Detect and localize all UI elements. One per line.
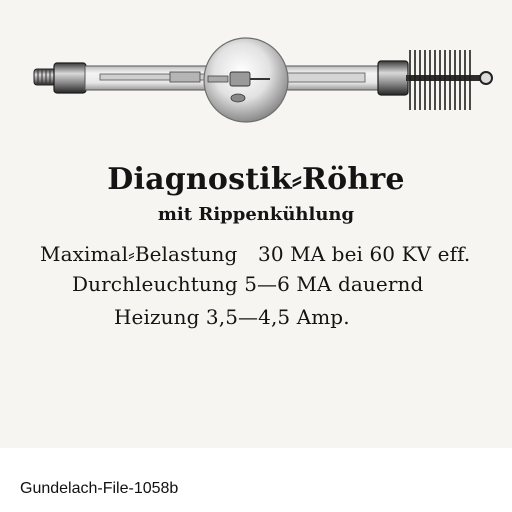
spec-line-heating: Heizung 3,5—4,5 Amp. (114, 305, 350, 329)
cooling-rod (406, 75, 480, 81)
file-caption: Gundelach-File-1058b (20, 480, 179, 497)
spec-label: Maximal⸗Belastung (40, 242, 238, 266)
spec-value: 30 MA bei 60 KV eff. (258, 242, 471, 266)
spec-line-max-load (40, 242, 471, 267)
x-ray-tube-icon (0, 0, 512, 150)
end-knob (480, 72, 492, 84)
spec-line-fluoroscopy: Durchleuchtung 5—6 MA dauernd (72, 272, 424, 296)
subtitle: mit Rippenkühlung (157, 204, 355, 225)
screw-base (34, 69, 56, 85)
right-cap (378, 61, 408, 95)
title: Diagnostik⸗Röhre (107, 162, 405, 197)
left-cap (54, 63, 86, 93)
